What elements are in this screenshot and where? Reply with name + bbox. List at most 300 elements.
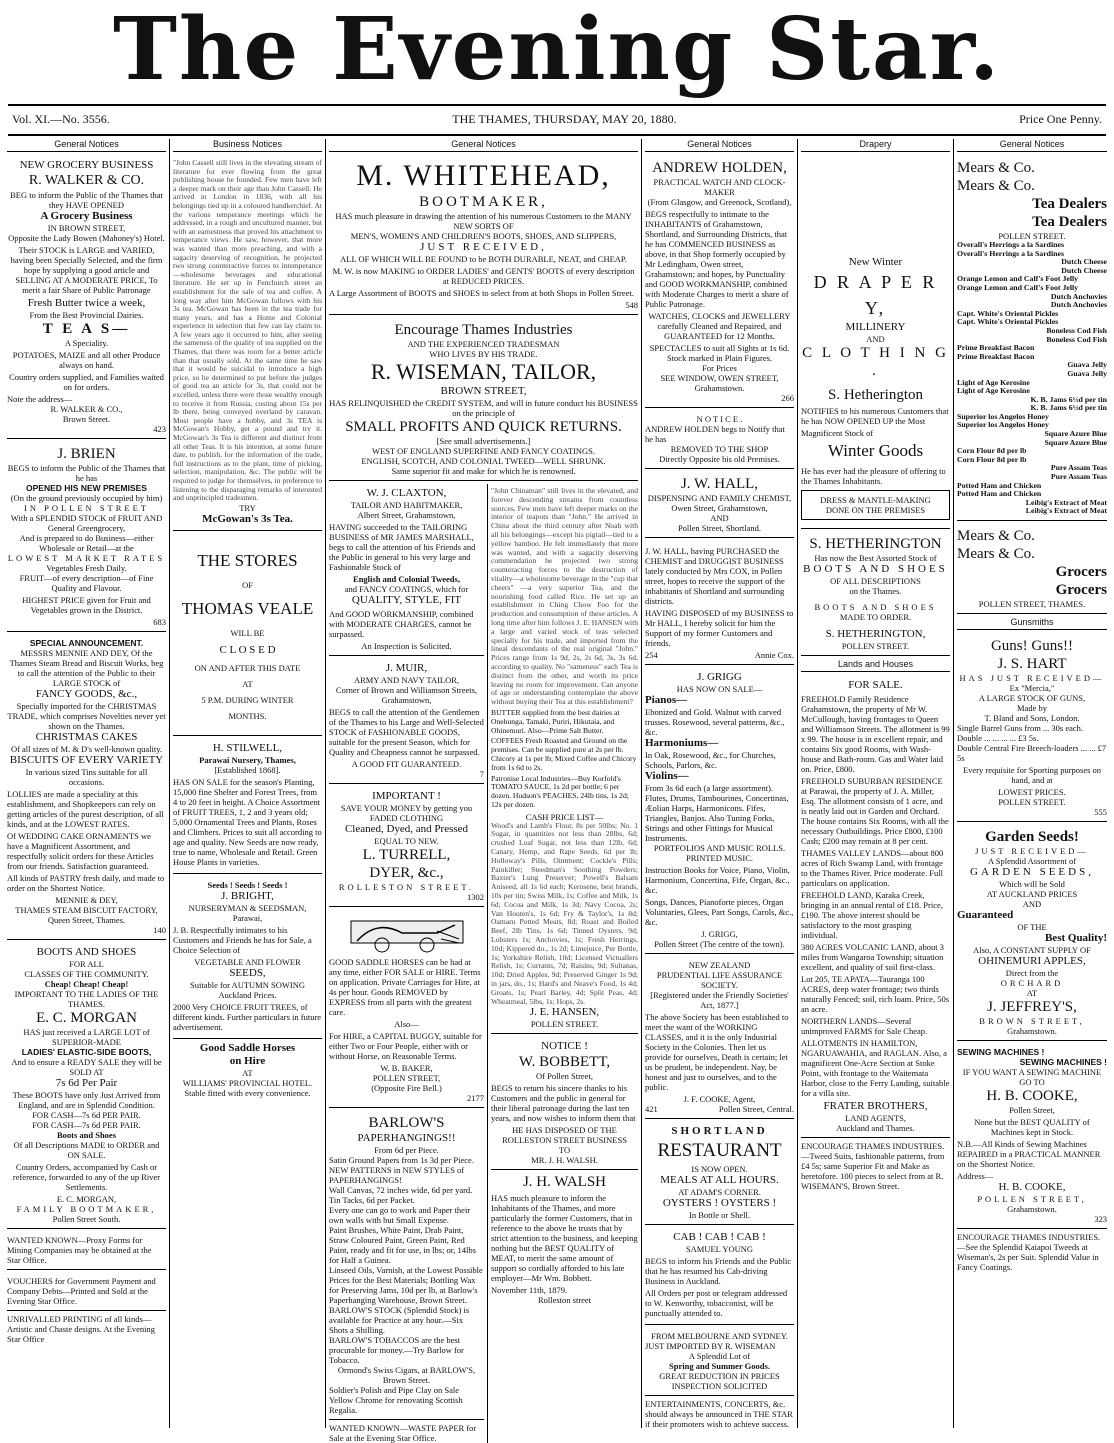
product-list-item: Square Azure Blue xyxy=(1044,429,1107,439)
ad-text: LOWEST MARKET RATES xyxy=(7,553,166,563)
product-list-item: Prime Breakfast Bacon xyxy=(957,351,1035,361)
ad-text: FRUIT—of every description—of Fine Quality and Flavour. xyxy=(19,573,154,593)
ad-text: WATCHES, CLOCKS and JEWELLERY carefully Cleaned and Repaired, and GUARANTEED for 12 Months. xyxy=(648,311,791,341)
ad-text: on the Thames. xyxy=(849,586,902,596)
prudential-ad xyxy=(645,957,794,1119)
ad-text: AT AUCKLAND PRICES xyxy=(986,889,1078,899)
ad-text: QUALITY, STYLE, FIT xyxy=(351,594,462,606)
ad-text: Of WEDDING CAKE ORNAMENTS we have a Magnificent Assortment, and respectfully solicit orders for these Articles from our friends. Satisfaction guaranteed. xyxy=(7,831,154,871)
hetherington-ad xyxy=(801,156,950,529)
ad-text: ARMY AND NAVY TAILOR, xyxy=(353,675,460,685)
ad-text: Lot 205, TE APATA—Tauranga 100 ACRES, deep water frontage; two thirds naturally Fenced; soil, rich loam. Price, 50s an acre. xyxy=(801,974,950,1014)
ad-text: HAVING succeeded to the TAILORING BUSINESS of MR JAMES MARSHALL, begs to call the attention of his Friends and the Public in general to his very large and Fashionable Stock of xyxy=(329,522,476,572)
ad-heading: Encourage Thames Industries xyxy=(394,322,573,338)
morgan-ad xyxy=(7,943,166,1229)
ad-text: Their STOCK is LARGE and VARIED, having been Specially Selected, and the firm hope by supplying a good article and SELLING AT A MODERATE PRICE, To merit a fair Share of Public Patronage xyxy=(10,245,163,295)
product-list-item: Capt. White's Oriental Pickles xyxy=(957,308,1059,318)
ad-text: None but the BEST QUALITY of Machines kept in Stock. xyxy=(974,1117,1090,1137)
ad-text: All Orders per post or telegram addressed to W. Kenworthy, tobacconist, will be punctually attended to. xyxy=(645,1288,788,1318)
column-header: Business Notices xyxy=(173,139,322,152)
ad-text: Ormond's Swiss Cigars, at BARLOW'S, Brown Street. xyxy=(337,1365,476,1385)
ad-text: Note the address— xyxy=(7,394,73,404)
ad-text: LOWEST PRICES. xyxy=(998,787,1066,797)
ad-heading: SEWING MACHINES ! xyxy=(1019,1057,1107,1067)
ad-text: TRY xyxy=(239,502,256,513)
section-header: Lands and Houses xyxy=(801,659,950,672)
product-list-item: Light of Age Kerosine xyxy=(957,377,1030,387)
ad-heading: N O T I C E . xyxy=(696,414,743,424)
ad-text: From 3s 6d each (a large assortment). Flutes, Drums, Tambourines, Concertinas, Æolian Harps, Harmonicons. Fifes, Triangles, Banjos. Also Tuning Forks, Strings and other Fittings for Musical Instruments. xyxy=(645,783,789,843)
ad-text: C L O S E D xyxy=(219,643,276,656)
ad-text: HAVING DISPOSED of my BUSINESS to Mr HALL, I hereby solicit for him the Support of my former Customers and friends. xyxy=(645,608,794,648)
ad-text: Brown Street. xyxy=(62,414,111,424)
stilwell-ad xyxy=(173,739,322,874)
veale-ad xyxy=(173,534,322,736)
ad-text: Specially imported for the CHRISTMAS TRADE, which comprises Novelties never yet shown on the Thames. xyxy=(7,701,166,731)
ad-text: Owen Street, Grahamstown, xyxy=(671,503,768,513)
ad-signature xyxy=(645,650,794,660)
product-list-item: Light of Age Kerosine xyxy=(957,386,1030,396)
ad-name: FRATER BROTHERS, xyxy=(823,1100,928,1112)
product-list-item: Prime Breakfast Bacon xyxy=(957,343,1035,353)
ad-name: R. WISEMAN, TAILOR, xyxy=(370,359,597,384)
product-list-item: K. B. Jams 6½d per tin xyxy=(1030,394,1107,404)
product-list-item: Boneless Cod Fish xyxy=(1046,325,1107,335)
ad-text: Violins— xyxy=(645,770,689,782)
ad-text: AND xyxy=(866,334,885,344)
ad-text: FOR CASH—7s 6d PER PAIR. xyxy=(32,1120,141,1130)
ad-text: GO TO xyxy=(1019,1077,1045,1087)
ad-text: CHRISTMAS CAKES xyxy=(35,731,138,743)
ad-text: J. GRIGG, xyxy=(701,929,738,939)
bottom-rule xyxy=(8,134,1106,136)
ad-text: OF THE xyxy=(1017,922,1047,932)
ad-text: S. HETHERINGTON, xyxy=(825,628,926,640)
ad-text: AT xyxy=(1026,988,1038,998)
ad-text: A Splendid Lot of xyxy=(688,1351,751,1361)
ad-text: Suitable for AUTUMN SOWING xyxy=(190,979,305,990)
product-list-item: Dutch Cheese xyxy=(1061,265,1107,275)
ad-text: Ebonized and Gold. Walnut with carved trusses. Rosewood, several patterns, &c., &c. xyxy=(645,707,785,737)
ad-text: MEN'S, WOMEN'S AND CHILDREN'S BOOTS, SHOES, AND SLIPPERS, xyxy=(350,231,617,241)
column-header: General Notices xyxy=(7,139,166,152)
ad-heading: CAB ! CAB ! CAB ! xyxy=(673,1231,766,1243)
product-list-item: Guava Jelly xyxy=(1067,360,1107,370)
barlow-ad xyxy=(329,1111,484,1420)
ad-text: NOTIFIES to his numerous Customers that he has NOW OPENED UP the Most xyxy=(801,406,949,426)
ad-heading: Tea Dealers xyxy=(1032,214,1107,230)
product-list-item: Corn Flour 8d per lb xyxy=(957,454,1027,464)
ad-text: An Inspection is Solicited. xyxy=(361,641,452,651)
grigg-ad xyxy=(645,668,794,954)
ad-text: Pollen Street, xyxy=(1009,1105,1055,1115)
ad-name: H. STILWELL, xyxy=(212,741,283,754)
ad-text: BEGS to return his sincere thanks to his Customers and the public in general for their liberal patronage during the last ten years, and now wishes to inform them that xyxy=(491,1083,636,1124)
ad-text: Also— xyxy=(394,1019,419,1029)
product-list-item: Potted Ham and Chicken xyxy=(957,480,1042,490)
ad-text: NEW ZEALAND xyxy=(688,960,751,970)
ad-name: PRUDENTIAL LIFE ASSURANCE SOCIETY. xyxy=(656,970,783,990)
ad-name: ANDREW HOLDEN, xyxy=(652,160,787,176)
ad-text: [Registered under the Friendly Societies' Act, 1877.] xyxy=(650,990,789,1010)
ad-text: Pollen Street, Central. xyxy=(718,1104,794,1114)
ad-text: Double ... ... ... ... £3 5s. xyxy=(957,733,1039,743)
ad-heading: FOR SALE. xyxy=(848,679,903,691)
ad-name: Mears & Co. xyxy=(957,546,1035,562)
section-header: Gunsmiths xyxy=(957,617,1107,630)
holden-ad xyxy=(645,156,794,408)
dateline xyxy=(12,112,1102,132)
ad-text: BROWN STREET, xyxy=(979,1016,1085,1026)
ad-text: Every one can go to work and Paper their own walls with but Small Expense. xyxy=(329,1205,471,1225)
ad-name: J. GRIGG xyxy=(697,671,742,683)
ad-text: Every requisite for Sporting purposes on hand, and at xyxy=(962,765,1102,785)
column-header: General Notices xyxy=(645,139,794,152)
ad-text: REMOVED TO THE SHOP xyxy=(670,444,769,454)
ad-text: J. F. COOKE, Agent, xyxy=(683,1094,756,1104)
top-rule xyxy=(8,104,1106,106)
ad-number: 2177 xyxy=(467,1093,484,1103)
column-header: General Notices xyxy=(957,139,1107,152)
ad-text: J. B. Respectfully intimates to his Customers and Friends he has for Sale, a Choice Selection of xyxy=(173,924,312,955)
ad-text: ON AND AFTER THIS DATE xyxy=(194,662,301,673)
hall-ad xyxy=(645,472,794,538)
ad-text: FOR ALL xyxy=(69,959,104,969)
ad-text: November 11th, 1879. xyxy=(491,1285,568,1296)
ad-heading: Winter Goods xyxy=(827,441,924,460)
ad-text: Harmoniums— xyxy=(645,737,719,749)
kaiapoi-ad: ENCOURAGE THAMES INDUSTRIES.—See the Splendid Kaiapoi Tweeds at Wiseman's, 2s per Suit. Splendid Value in Fancy Coatings. xyxy=(957,1232,1101,1272)
ad-number: 266 xyxy=(781,393,794,403)
ad-name: RESTAURANT xyxy=(657,1140,782,1161)
ad-text: BISCUITS OF EVERY VARIETY xyxy=(9,754,164,766)
ad-text: Cleaned, Dyed, and Pressed xyxy=(344,823,469,835)
ad-text: The above Society has been established to meet the want of the WORKING CLASSES, and it is the only Industrial Society in the Colonies. Then let us provide for ourselves, Death is certain; let us be prudent, be independent. Nay, be honest and just to ourselves, and to the public. xyxy=(645,1012,789,1092)
ad-text: Ex "Mercia," xyxy=(1009,683,1055,693)
ad-name: McGowan's 3s Tea. xyxy=(202,512,293,525)
ad-text: In various sized Tins suitable for all occasions. xyxy=(25,767,148,787)
column-3-right xyxy=(488,484,638,1443)
ad-text: AT ADAM'S CORNER. xyxy=(678,1187,761,1197)
ad-text: BUTTER supplied from the best dairies at Onehunga, Tamaki, Puriri, Hikutaia, and Ohinemuri. Also—Prime Salt Butter. xyxy=(491,707,620,735)
ad-text: HAS ON SALE for the season's Planting, 15,000 fine Shelter and Forest Trees, from 4 to 20 feet in height. A Choice Assortment of FRUIT TREES, 1, 2 and 3 years old; 5,000 Ornamental Trees and Plants, Roses and Climbers. Prices to suit all according to age and quality. New Seeds are now ready, true to name, Wholesale and Retail. Green House Plants in varieties. xyxy=(173,776,322,867)
mears-ad xyxy=(957,156,1107,521)
ad-text: BEGS to call the attention of the Gentlemen of the Thames to his Large and Well-Selected STOCK of FASHIONABLE GOODS, suitable for the present Season, which for Quality and Cheapness cannot be surpassed. xyxy=(329,707,484,757)
ad-name: J. MUIR, xyxy=(385,662,428,674)
hall-purchase-ad xyxy=(645,541,794,665)
ad-text: Has now the Best Assorted Stock of xyxy=(814,553,937,563)
ad-name: J. JEFFREY'S, xyxy=(987,999,1077,1015)
ad-text: And GOOD WORKMANSHIP, combined with MODERATE CHARGES, cannot be surpassed. xyxy=(329,609,474,639)
ad-text: POLLEN STREET, xyxy=(977,1194,1087,1204)
ad-text: Spring and Summer Goods. xyxy=(669,1361,770,1371)
ad-text: POTATOES, MAIZE and all other Produce always on hand. xyxy=(12,350,161,370)
brien-ad xyxy=(7,442,166,632)
ad-text: ENGLISH, SCOTCH, AND COLONIAL TWEED—WELL SHRUNK. xyxy=(361,456,606,466)
ad-text: He has ever had the pleasure of offering to the Thames Inhabitants. xyxy=(801,466,946,486)
hansen-ad xyxy=(491,484,638,1034)
ad-text: And to ensure a READY SALE they will be SOLD AT xyxy=(11,1057,162,1077)
ad-text: DONE ON THE PREMISES xyxy=(825,505,926,515)
ad-text: Auckland and Thames. xyxy=(836,1123,915,1133)
product-list-item: Corn Flour 8d per lb xyxy=(957,446,1027,456)
ad-heading: SPECIAL ANNOUNCEMENT. xyxy=(29,638,144,648)
ad-name: J. H. WALSH xyxy=(522,1174,607,1191)
ad-text: Pollen Street South. xyxy=(52,1214,121,1224)
ad-name: Mears & Co. xyxy=(957,160,1035,176)
ad-name: THOMAS VEALE xyxy=(181,598,314,618)
product-list xyxy=(957,241,1107,516)
ad-text: THAMES STEAM BISCUIT FACTORY, Queen Street, Thames. xyxy=(15,905,158,925)
ad-text: Pollen Street, Shortland. xyxy=(677,523,762,533)
column-header: General Notices xyxy=(329,139,638,152)
ad-text: (On the ground previously occupied by him) xyxy=(10,493,163,503)
product-list-item: Superior los Angelos Honey xyxy=(957,420,1049,430)
place-date: THE THAMES, THURSDAY, MAY 20, 1880. xyxy=(452,112,677,126)
ad-text: AT xyxy=(242,1067,253,1078)
ad-text: Pianos— xyxy=(645,694,688,706)
ad-text: POLLEN STREET. xyxy=(998,797,1066,807)
ad-text: WEST OF ENGLAND SUPERFINE AND FANCY COATINGS. xyxy=(372,446,595,456)
ad-text: POLLEN STREET. xyxy=(998,231,1066,241)
ad-text: FOR CASH—7s 6d PER PAIR. xyxy=(32,1110,141,1120)
ad-text: (Opposite Fire Bell.) xyxy=(371,1083,442,1093)
wiseman-import-ad xyxy=(645,1328,794,1396)
ad-text: AT xyxy=(242,678,253,689)
ad-text: Wall Canvas, 72 inches wide, 6d per yard. Tin Tacks, 6d per Packet. xyxy=(329,1185,473,1205)
ad-text: GREAT REDUCTION IN PRICES xyxy=(659,1371,780,1381)
mennie-ad xyxy=(7,635,166,940)
column-6 xyxy=(954,139,1110,1428)
ad-text: In Bottle or Shell. xyxy=(689,1210,750,1220)
price: Price One Penny. xyxy=(1019,112,1102,126)
ad-name: S. Hetherington xyxy=(828,387,923,403)
ad-number: 683 xyxy=(153,617,166,627)
vouchers-ad: VOUCHERS for Government Payment and Company Debts—Printed and Sold at the Evening Star Office. xyxy=(7,1273,166,1311)
ad-text: Grahamstown. xyxy=(1007,1204,1057,1214)
ad-text: Linseed Oils, Varnish, at the Lowest Possible Prices for the Best Materials; Bottling Wax for Preserving Jams, 10d per lb, at Barlow's Paperhanging Warehouse, Brown Street. xyxy=(329,1265,483,1305)
ad-text: With a SPLENDID STOCK of FRUIT AND General Greengrocery, xyxy=(10,513,163,533)
ad-name: R. WALKER & CO. xyxy=(28,173,145,188)
ad-text: BEG to inform the Public of the Thames that they HAVE OPENED xyxy=(10,190,163,210)
ad-text: MESSRS MENNIE AND DEY, Of the Thames Steam Bread and Biscuit Works, beg to call the attention of the Public to their LARGE STOCK of xyxy=(9,648,164,688)
ad-text: WILLIAMS' PROVINCIAL HOTEL. xyxy=(182,1077,313,1088)
ad-text: MADE TO ORDER. xyxy=(839,612,912,622)
ad-text: LADIES' ELASTIC-SIDE BOOTS, xyxy=(21,1047,152,1057)
ad-name: SAMUEL YOUNG xyxy=(685,1244,754,1254)
ad-name: E. C. MORGAN xyxy=(36,1010,137,1026)
ad-text: Songs, Dances, Pianoforte pieces, Organ Voluntaries, Glees, Part Songs, Carols, &c., &c. xyxy=(645,897,794,927)
ad-text: 5 P.M. DURING WINTER xyxy=(201,694,294,705)
ad-text: Rolleston street xyxy=(537,1295,592,1306)
walsh-ad xyxy=(491,1173,638,1305)
ad-text: BARLOW'S STOCK (Splendid Stock) is available for Practice at any hour.—Six Shots a Shilling. xyxy=(329,1305,470,1335)
whitehead-ad xyxy=(329,156,638,315)
column-1 xyxy=(4,139,170,1428)
ad-number: 548 xyxy=(625,300,638,310)
ad-text: LAND AGENTS, xyxy=(845,1113,906,1123)
ad-text: A Speciality. xyxy=(64,338,109,348)
cab-ad xyxy=(645,1228,794,1325)
ad-heading: Tea Dealers xyxy=(1032,196,1107,212)
ad-text: OYSTERS ! OYSTERS ! xyxy=(662,1197,777,1209)
column-3-split xyxy=(329,484,638,1443)
ad-text: GOOD SADDLE HORSES can be had at any time, either FOR SALE or HIRE. Terms on application. Private Carriages for Hire, at 4s per hour. Goods REMOVED by EXPRESS from all parts with the greatest care. xyxy=(329,957,481,1017)
ad-text: OF xyxy=(242,579,253,590)
ad-text: M. W. is now MAKING to ORDER LADIES' and GENTS' BOOTS of every description at REDUCED PRICES. xyxy=(332,266,635,286)
ad-text: Wood's and Lamb's Flour, 8s per 50lbs; No. 1 Sugar, in quantities not less than 28lbs, 6d; crushed Loaf Sugar, not less than 12lb, 6d; Canary, Hemp, and Rape Seeds, 6d per lb; Holloway's Pills, Ointment; Cockle's Pills; Painkiller; Steedman's Soothing Powders; Baxter's Lung Preserver; Powell's Balsam Aniseed, all 1s 6d each; Kerosene, best brands, 10s per tin; Swiss Milk, 1s; Coffee and Milk, 1s 6d; Cocoa and Milk, 1s 3d; Navy Cocoa, 2s; Van Houten's, 1s 6d; Fry & Taylor's, 1s 8d; Oamaru Potted Meats, 8d; Roast and Boiled Beef, 2lb Tins, 1s 6d; Tinned Oysters, 9d; Lobsters 1s; Anchovies, 1s; Fresh Herrings, 10d; Kippered do., 1s 2d; Limejuice, Per Bottle, 1s; Yorkshire Relish, 10d; Licensed Victuallers Relish, 1s; Currants, 7d; Raisins, 9d; Sultanas, 10d; Dried Apples, 9d; Preserved Ginger 1s 9d; in jars, do., 1s; Hard's and Neave's Food, 1s 4d; Groats, 1s; Pearl Barley, 4d; Split Peas, 4d; Wheatmeal, 5lbs, 1s; Hops, 2s. xyxy=(491,820,638,1006)
ad-text: ALLOTMENTS IN HAMILTON, NGARUAWAHIA, and RAGLAN. Also, a magnificent One-Acre Section at Stoke Point, with frontage to the Waitemata Harbor, close to the Ferry Landing, suitable for a villa site. xyxy=(801,1038,950,1098)
product-list-item: Pure Assam Teas xyxy=(1050,463,1107,473)
ad-text: ORCHARD xyxy=(1000,978,1064,988)
ad-text: Albert Street, Grahamstown, xyxy=(357,510,456,520)
ad-text: IMPORTANT TO THE LADIES OF THE THAMES. xyxy=(14,989,159,1009)
ad-text: LOLLIES are made a speciality at this establishment, and Shopkeepers can rely on getting articles of the purest description, of all kinds, and at the LOWEST RATES. xyxy=(7,789,164,829)
column-4 xyxy=(642,139,798,1428)
ad-text: A Large Assortment of BOOTS and SHOES to select from at both Shops in Pollen Street. xyxy=(329,288,634,298)
ad-text: TAILOR AND HABITMAKER, xyxy=(350,500,463,510)
ad-text: JUST RECEIVED, xyxy=(420,241,547,253)
ad-text: MONTHS. xyxy=(228,710,267,721)
ad-text: Guaranteed xyxy=(957,909,1014,921)
mears-grocers-ad xyxy=(957,524,1107,614)
ad-text: T E A S— xyxy=(42,321,131,337)
ad-signature xyxy=(645,1104,794,1114)
product-list-item: Leibig's Extract of Meat xyxy=(1025,506,1107,516)
ad-name: Mears & Co. xyxy=(957,178,1035,194)
jeffrey-ad xyxy=(957,825,1107,1041)
ad-number: 555 xyxy=(1094,807,1107,817)
ad-text: Of all sizes of M. & D's well-known quality. xyxy=(10,744,163,754)
proxy-ad: WANTED KNOWN—Proxy Forms for Mining Companies may be obtained at the Star Office. xyxy=(7,1232,166,1270)
carriage-illustration-icon xyxy=(347,913,467,955)
muir-ad xyxy=(329,659,484,784)
ad-text: For Prices xyxy=(702,363,737,373)
ad-text: NORTHERN LANDS—Several unimproved FARMS for Sale Cheap. xyxy=(801,1016,928,1036)
ad-text: Stable fitted with every convenience. xyxy=(184,1087,311,1098)
ad-text: BROWN STREET, xyxy=(440,385,527,397)
ad-heading: SEWING MACHINES ! xyxy=(957,1047,1045,1057)
ad-text: ANDREW HOLDEN begs to Notify that he has xyxy=(645,424,785,444)
ad-text: J. W. HALL, having PURCHASED the CHEMIST and DRUGGIST BUSINESS lately conducted by Mrs COX, in Pollen street, hopes to receive the support of the inhabitants of Shortland and surrounding districts. xyxy=(645,546,785,606)
ad-text: DRESS & MANTLE-MAKING xyxy=(820,495,931,505)
ad-text: Also, A CONSTANT SUPPLY OF xyxy=(973,945,1091,955)
ad-text: HAS RELINQUISHED the CREDIT SYSTEM, and will in future conduct his BUSINESS on the principle of xyxy=(329,398,638,418)
ad-text: Stock marked in Plain Figures. xyxy=(666,353,773,363)
ad-heading: THE STORES xyxy=(197,550,298,570)
ad-text: MEALS AT ALL HOURS. xyxy=(660,1174,779,1186)
restaurant-ad xyxy=(645,1122,794,1225)
ad-text: BOOTS AND SHOES xyxy=(803,563,948,575)
ad-text: A LARGE STOCK OF GUNS, xyxy=(978,693,1086,703)
ad-name: M. WHITEHEAD, xyxy=(356,159,611,192)
ad-text: A Splendid Assortment of xyxy=(987,856,1077,866)
product-list-item: Orange Lemon and Calf's Foot Jelly xyxy=(957,282,1079,292)
ad-text: POLLEN STREET, THAMES. xyxy=(978,599,1086,609)
baker-ad xyxy=(329,910,484,1108)
mcgowan-ad xyxy=(173,156,322,531)
product-list-item: Dutch Anchovies xyxy=(1050,291,1107,301)
ad-text: Single Barrel Guns from ... 30s each. xyxy=(957,723,1084,733)
column-3 xyxy=(326,139,642,1443)
entertainments-ad: ENTERTAINMENTS, CONCERTS, &c. should always be announced in THE STAR if their promoters wish to achieve success. xyxy=(645,1399,793,1429)
williams-ad xyxy=(173,1042,322,1098)
ad-text: A Grocery Business xyxy=(40,210,133,222)
ad-text: Instruction Books for Voice, Piano, Violin, Harmonium, Concertina, Fife, Organ, &c., &c. xyxy=(645,865,790,895)
ad-text: (From Glasgow, and Greenock, Scotland), xyxy=(647,197,792,207)
bobbett-ad xyxy=(491,1037,638,1170)
ad-text: [Established 1868]. xyxy=(214,764,281,775)
ad-heading: on Hire xyxy=(229,1054,266,1067)
ad-text: THAMES VALLEY LANDS—about 800 acres of Rich Swamp Land, with frontage to the Thames River. Price moderate. Full particulars on application. xyxy=(801,848,944,888)
ad-text: PRINTED MUSIC. xyxy=(685,853,754,863)
ad-text: 7s 6d Per Pair xyxy=(55,1077,118,1089)
product-list-item: Guava Jelly xyxy=(1067,368,1107,378)
ad-name: L. TURRELL, xyxy=(362,847,451,863)
ad-text: Paint Brushes, White Paint, Drab Paint, Straw Coloured Paint, Green Paint, Red Paint, ready and fit for use, in lbs; or, 14lbs for Half a Guinea. xyxy=(329,1225,476,1265)
ad-text: FANCY GOODS, &c., xyxy=(35,688,138,700)
ad-text: SMALL PROFITS AND QUICK RETURNS. xyxy=(345,419,622,435)
ad-number: 140 xyxy=(153,925,166,935)
ad-text: T. Bland and Sons, London. xyxy=(984,713,1080,723)
ad-text: NURSERYMAN & SEEDSMAN, Parawai, xyxy=(188,902,307,923)
ad-text: EQUAL TO NEW. xyxy=(374,836,439,846)
waste-paper-ad: WANTED KNOWN—WASTE PAPER for Sale at the Evening Star Office. xyxy=(329,1423,477,1443)
ad-text: Made by xyxy=(1017,703,1047,713)
ad-number: 423 xyxy=(153,424,166,434)
ad-name: J. BRIGHT, xyxy=(221,889,274,902)
ad-text: [See small advertisements.] xyxy=(436,436,531,446)
ad-text: BARLOW'S TOBACCOS are the best procurable for money.—Try Barlow for Tobacco. xyxy=(329,1335,464,1365)
ad-heading: Garden Seeds! xyxy=(985,829,1079,845)
product-list-item: K. B. Jams 6½d per tin xyxy=(1030,403,1107,413)
ad-name: W. B. BAKER, xyxy=(380,1063,433,1073)
ad-text: SEE WINDOW, OWEN STREET, xyxy=(660,373,779,383)
ad-text: SEEDS, xyxy=(229,966,266,979)
ad-number: 323 xyxy=(1094,1214,1107,1224)
ad-heading: NOTICE ! xyxy=(541,1040,588,1053)
ad-name: H. B. COOKE, xyxy=(986,1088,1078,1104)
ad-text: AND THE EXPERIENCED TRADESMAN xyxy=(407,339,560,349)
ad-text: CASH PRICE LIST— xyxy=(525,811,604,822)
hetherington-boots-ad xyxy=(801,532,950,656)
product-list-item: Overall's Herrings a la Sardines xyxy=(957,240,1064,249)
ad-heading: Good Saddle Horses xyxy=(199,1041,296,1054)
ad-text: New Winter xyxy=(848,256,903,268)
ad-text: ALL OF WHICH WILL BE FOUND to be BOTH DURABLE, NEAT, and CHEAP. xyxy=(340,254,627,264)
ad-text: VEGETABLE AND FLOWER xyxy=(194,956,301,967)
ad-text: And is prepared to do Business—either Wholesale or Retail—at the xyxy=(19,533,154,553)
product-list-item: Square Azure Blue xyxy=(1044,437,1107,447)
ad-heading: SHORTLAND xyxy=(671,1125,768,1137)
ad-text: AND xyxy=(1022,899,1042,909)
column-2 xyxy=(170,139,326,1428)
turrell-ad xyxy=(329,787,484,907)
ad-text: DYER, &c., xyxy=(369,865,444,881)
ad-number: 1302 xyxy=(467,892,484,902)
ad-text: HE HAS DISPOSED OF THE xyxy=(512,1125,617,1136)
volume-number: Vol. XI.—No. 3556. xyxy=(12,112,110,126)
ad-text: FAMILY BOOTMAKER, xyxy=(16,1204,157,1214)
ad-text: Parawai Nursery, Thames, xyxy=(199,754,296,765)
ad-text: Which will be Sold xyxy=(999,879,1065,889)
ad-name: W. J. CLAXTON, xyxy=(366,487,447,499)
ad-text: PAPERHANGINGS!! xyxy=(357,1132,456,1144)
ad-text: DISPENSING AND FAMILY CHEMIST, xyxy=(647,493,792,503)
ad-text: HAS JUST RECEIVED— xyxy=(959,673,1105,683)
ad-text: Same superior fit and make for which he is renowned. xyxy=(391,466,576,476)
ad-text: AND xyxy=(710,513,729,523)
